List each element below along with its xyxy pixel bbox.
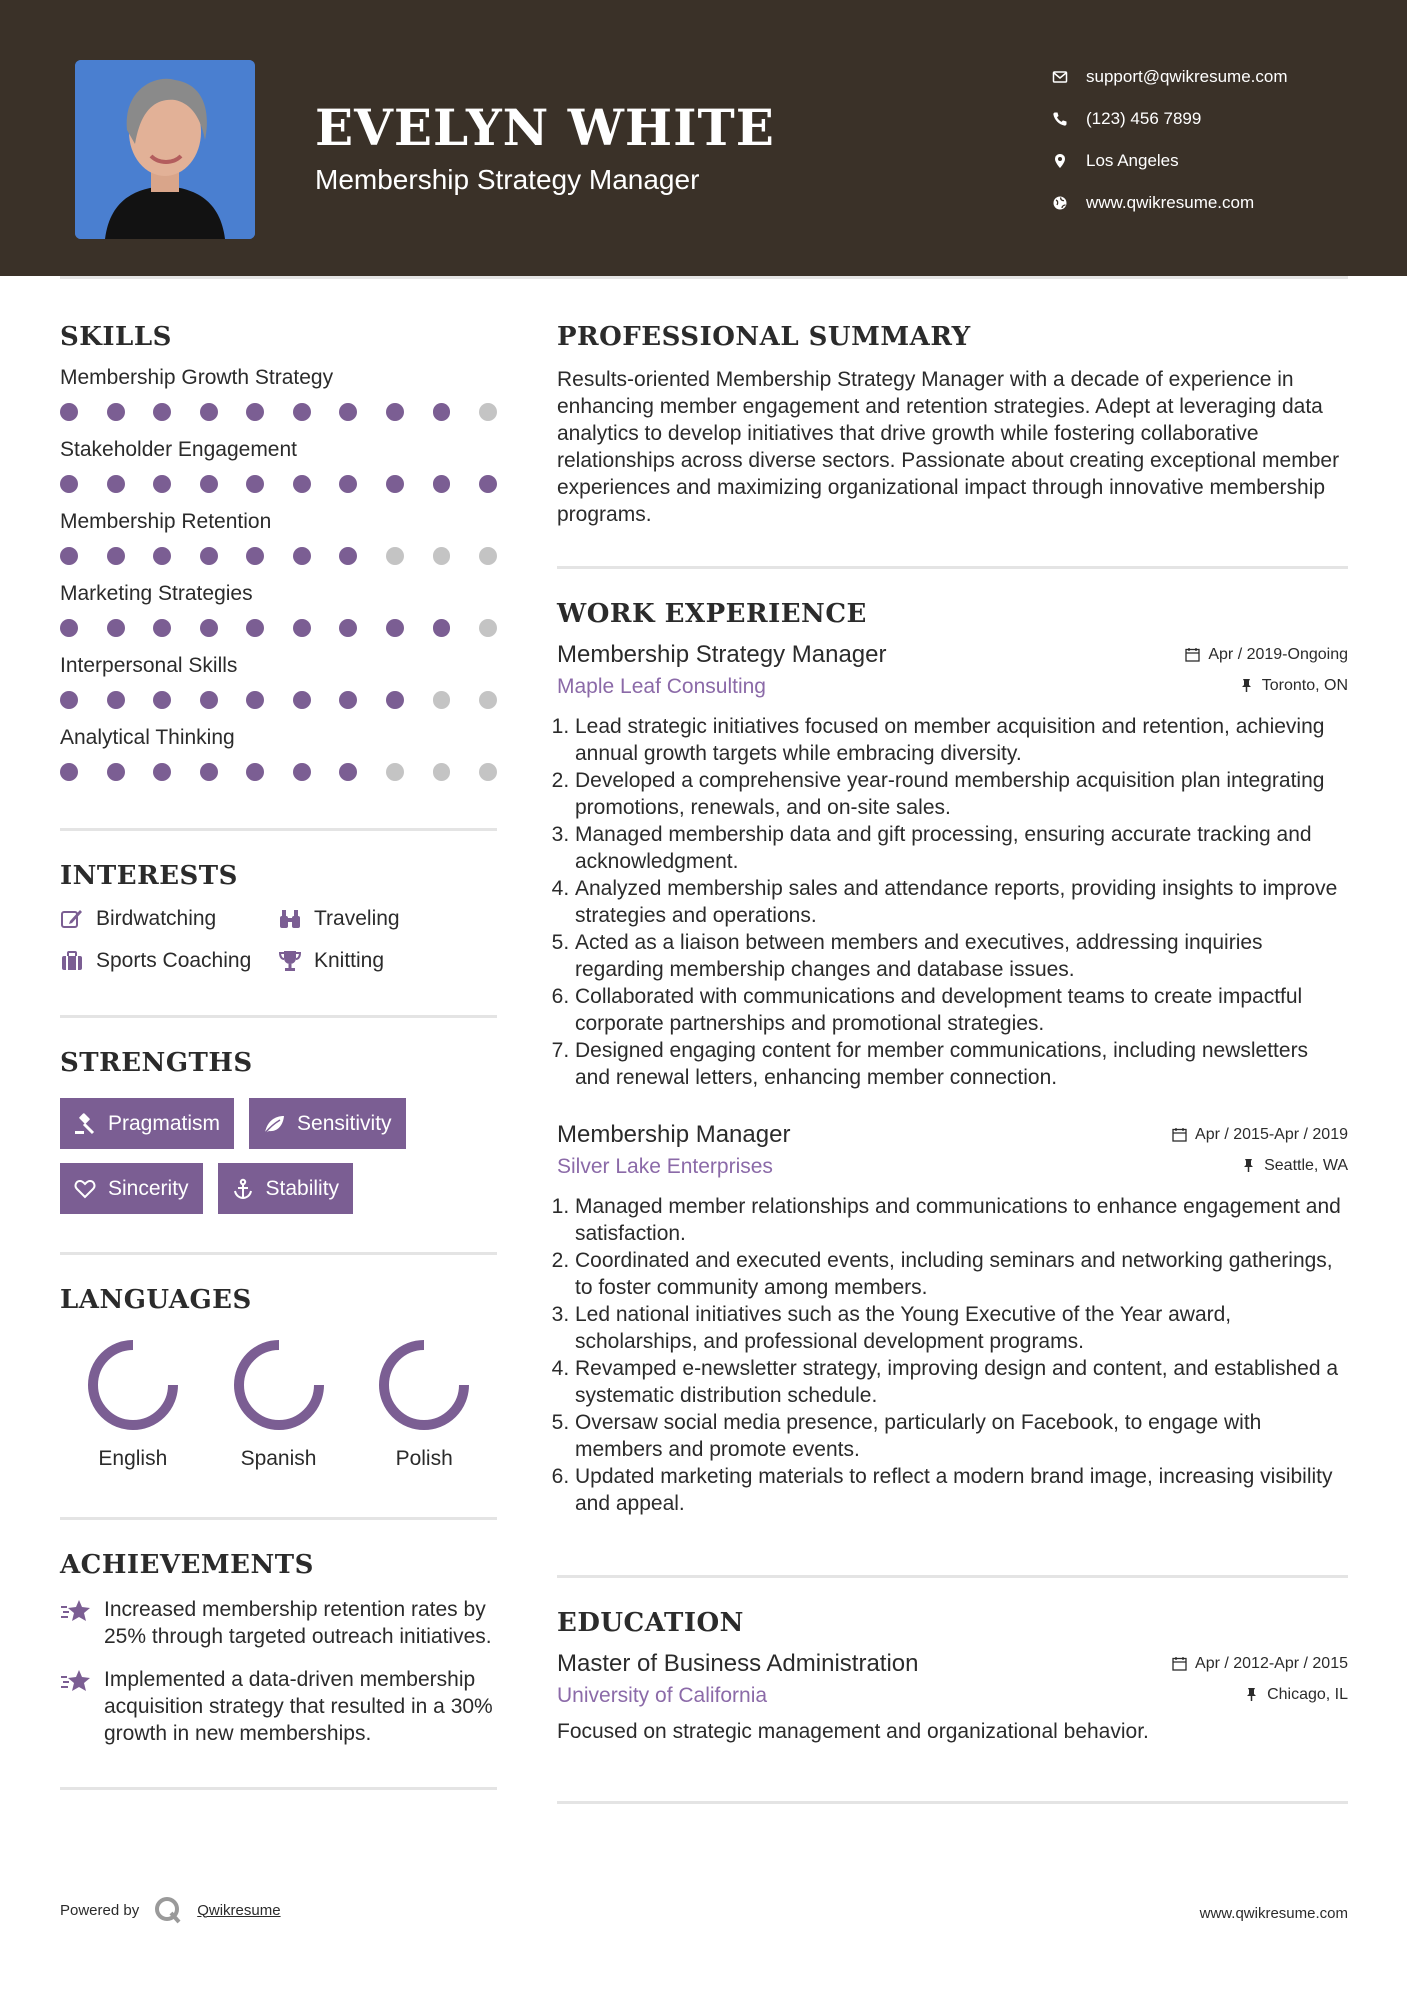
rating-dot-filled: [293, 691, 311, 709]
rating-dot-filled: [200, 475, 218, 493]
rating-dot-filled: [246, 691, 264, 709]
contact-location: [1052, 140, 1288, 182]
rating-dot-filled: [60, 475, 78, 493]
skill-rating: [60, 472, 497, 496]
strength-label: Stability: [265, 1176, 340, 1200]
leaf-icon: [263, 1113, 285, 1135]
rating-dot-filled: [293, 403, 311, 421]
company-name: Maple Leaf Consulting: [557, 675, 766, 698]
duty-item: 7. Designed engaging content for member communications, including newsletters and renewal letters, enhancing member connection.: [575, 1037, 1348, 1091]
rating-dot-filled: [386, 619, 404, 637]
candidate-title: Membership Strategy Manager: [315, 164, 700, 195]
achievement-item: [60, 1596, 497, 1650]
rating-dot-empty: [433, 691, 451, 709]
education-description: Focused on strategic management and organizational behavior.: [557, 1720, 1149, 1743]
rating-dot-filled: [339, 691, 357, 709]
skill-name: Membership Retention: [60, 510, 272, 533]
rating-dot-filled: [293, 547, 311, 565]
section-divider: [60, 1252, 497, 1255]
duty-item: 1. Managed member relationships and communications to enhance engagement and satisfaction.: [575, 1193, 1348, 1247]
anchor-icon: [232, 1178, 254, 1200]
rating-dot-filled: [200, 403, 218, 421]
section-divider: [60, 1787, 497, 1790]
language-gauge: [376, 1337, 472, 1433]
rating-dot-filled: [153, 547, 171, 565]
rating-dot-filled: [386, 475, 404, 493]
summary-text: Results-oriented Membership Strategy Manager with a decade of experience in enhancing member engagement and retention strategies. Adept at leveraging data analytics to develop initiatives that drive growth while fostering collaborative relationships across diverse sectors. Passionate about creating exceptional member experiences and maximizing organizational impact through innovative membership programs.: [557, 368, 1340, 526]
job-location-text: Toronto, ON: [1261, 676, 1348, 694]
education-dates-text: Apr / 2012-Apr / 2015: [1195, 1654, 1348, 1672]
interest-label: Sports Coaching: [96, 949, 252, 972]
rating-dot-filled: [339, 475, 357, 493]
rating-dot-empty: [386, 763, 404, 781]
language-name: Polish: [395, 1447, 453, 1470]
strength-chip: [249, 1098, 406, 1149]
skills-list: [60, 366, 497, 784]
education-dates: [1172, 1655, 1348, 1673]
languages-heading: LANGUAGES: [60, 1285, 252, 1315]
achievement-text: Implemented a data-driven membership acquisition strategy that resulted in a 30% growth in new memberships.: [104, 1668, 493, 1745]
rating-dot-filled: [107, 547, 125, 565]
achievements-section: [60, 1550, 497, 1747]
interest-label: Knitting: [314, 949, 385, 972]
strength-chip: [60, 1098, 234, 1149]
rating-dot-filled: [433, 619, 451, 637]
strengths-heading: STRENGTHS: [60, 1048, 253, 1078]
education-section: [557, 1608, 1348, 1745]
rating-dot-filled: [433, 475, 451, 493]
section-divider: [557, 566, 1348, 569]
contact-list: [1052, 56, 1288, 224]
skill-rating: [60, 544, 497, 568]
profile-photo: [75, 60, 255, 239]
interest-item: [278, 907, 478, 931]
skills-section: [60, 322, 497, 784]
rating-dot-filled: [339, 763, 357, 781]
section-divider: [557, 1575, 1348, 1578]
binoculars-icon: [278, 907, 302, 931]
job-dates-text: Apr / 2015-Apr / 2019: [1195, 1125, 1348, 1143]
envelope-icon: [1052, 69, 1086, 85]
language-item: [206, 1337, 352, 1471]
skill-name: Membership Growth Strategy: [60, 366, 334, 389]
language-name: Spanish: [240, 1447, 317, 1470]
duty-item: 4. Analyzed membership sales and attendance reports, providing insights to improve strategies and operations.: [575, 875, 1348, 929]
rating-dot-filled: [107, 619, 125, 637]
rating-dot-filled: [200, 763, 218, 781]
rating-dot-filled: [293, 619, 311, 637]
pin-icon: [1239, 678, 1254, 693]
rating-dot-filled: [433, 403, 451, 421]
contact-website-text: www.qwikresume.com: [1086, 193, 1255, 212]
duty-item: 6. Updated marketing materials to reflect a modern brand image, increasing visibility and appeal.: [575, 1463, 1348, 1517]
education-location-text: Chicago, IL: [1267, 1685, 1348, 1703]
languages-section: [60, 1285, 497, 1471]
duty-item: 1. Lead strategic initiatives focused on member acquisition and retention, achieving annual growth targets while embracing diversity.: [575, 713, 1348, 767]
summary-heading: PROFESSIONAL SUMMARY: [557, 322, 971, 352]
job-entry: [557, 1121, 1348, 1517]
job-title: Membership Manager: [557, 1121, 791, 1148]
rating-dot-empty: [386, 547, 404, 565]
duty-item: 2. Developed a comprehensive year-round membership acquisition plan integrating promotions, renewals, and on-site sales.: [575, 767, 1348, 821]
trophy-icon: [278, 949, 302, 973]
rating-dot-filled: [386, 691, 404, 709]
job-entry: [557, 641, 1348, 1091]
pin-icon: [1241, 1158, 1256, 1173]
achievement-item: [60, 1666, 497, 1747]
footer-brand: [60, 1895, 281, 1925]
section-divider: [60, 1015, 497, 1018]
location-icon: [1052, 153, 1086, 169]
rating-dot-filled: [153, 619, 171, 637]
contact-location-text: Los Angeles: [1086, 151, 1179, 170]
duty-item: 5. Acted as a liaison between members and executives, addressing inquiries regarding membership changes and database issues.: [575, 929, 1348, 983]
powered-by-text: Powered by: [60, 1901, 140, 1919]
contact-email[interactable]: [1052, 56, 1288, 98]
rating-dot-filled: [107, 763, 125, 781]
achievements-heading: ACHIEVEMENTS: [60, 1550, 314, 1580]
rating-dot-filled: [246, 619, 264, 637]
interest-item: [278, 949, 478, 973]
strength-label: Pragmatism: [108, 1111, 221, 1135]
job-location-text: Seattle, WA: [1264, 1156, 1348, 1174]
phone-icon: [1052, 111, 1086, 127]
interests-section: [60, 861, 497, 973]
language-gauge: [85, 1337, 181, 1433]
rating-dot-filled: [293, 475, 311, 493]
duty-item: 4. Revamped e-newsletter strategy, improving design and content, and established a systematic distribution schedule.: [575, 1355, 1348, 1409]
contact-phone[interactable]: [1052, 98, 1288, 140]
header-divider: [60, 276, 1348, 279]
achievement-text: Increased membership retention rates by 25% through targeted outreach initiatives.: [104, 1598, 492, 1648]
duty-item: 3. Led national initiatives such as the Young Executive of the Year award, scholarships, and professional development programs.: [575, 1301, 1348, 1355]
star-badge-icon: [60, 1598, 92, 1624]
resume-header: [0, 0, 1407, 276]
rating-dot-filled: [107, 403, 125, 421]
rating-dot-filled: [60, 619, 78, 637]
rating-dot-filled: [200, 547, 218, 565]
rating-dot-filled: [339, 619, 357, 637]
language-gauge: [231, 1337, 327, 1433]
rating-dot-filled: [107, 691, 125, 709]
candidate-name: EVELYN WHITE: [315, 98, 775, 157]
calendar-icon: [1172, 1656, 1187, 1671]
rating-dot-filled: [339, 403, 357, 421]
section-divider: [60, 1517, 497, 1520]
skill-rating: [60, 400, 497, 424]
rating-dot-empty: [479, 547, 497, 565]
language-level-arc: [93, 1345, 173, 1425]
contact-phone-text: (123) 456 7899: [1086, 109, 1202, 128]
portrait-image: [75, 60, 255, 239]
calendar-icon: [1172, 1127, 1187, 1142]
interests-heading: INTERESTS: [60, 861, 238, 891]
rating-dot-empty: [479, 691, 497, 709]
interest-label: Birdwatching: [96, 907, 217, 930]
pencil-square-icon: [60, 907, 84, 931]
company-name: Silver Lake Enterprises: [557, 1155, 773, 1178]
rating-dot-filled: [60, 763, 78, 781]
job-title: Membership Strategy Manager: [557, 641, 887, 668]
qwikresume-logo-icon: [153, 1895, 183, 1925]
rating-dot-filled: [60, 691, 78, 709]
strength-chip: [218, 1163, 354, 1214]
rating-dot-filled: [60, 547, 78, 565]
skills-heading: SKILLS: [60, 322, 172, 352]
duty-item: 2. Coordinated and executed events, including seminars and networking gatherings, to foster community among members.: [575, 1247, 1348, 1301]
gavel-icon: [74, 1113, 96, 1135]
briefcase-icon: [60, 949, 84, 973]
experience-section: [557, 599, 1348, 1517]
strength-label: Sincerity: [108, 1176, 189, 1200]
interest-label: Traveling: [314, 907, 400, 930]
calendar-icon: [1185, 647, 1200, 662]
rating-dot-filled: [200, 691, 218, 709]
globe-icon: [1052, 195, 1086, 211]
skill-name: Interpersonal Skills: [60, 654, 238, 677]
skill-name: Marketing Strategies: [60, 582, 253, 605]
rating-dot-filled: [153, 403, 171, 421]
rating-dot-filled: [246, 547, 264, 565]
degree-title: Master of Business Administration: [557, 1650, 919, 1677]
interest-item: [60, 949, 278, 973]
language-name: English: [98, 1447, 168, 1470]
rating-dot-empty: [479, 619, 497, 637]
strengths-section: [60, 1048, 497, 1228]
education-location: [1244, 1686, 1348, 1704]
strengths-list: [60, 1098, 497, 1228]
section-divider: [557, 1801, 1348, 1804]
skill-rating: [60, 688, 497, 712]
job-location: [1241, 1157, 1348, 1175]
skill-name: Analytical Thinking: [60, 726, 235, 749]
duty-item: 6. Collaborated with communications and development teams to create impactful corporate partnerships and promotional strategies.: [575, 983, 1348, 1037]
qwikresume-link[interactable]: Qwikresume: [197, 1901, 281, 1919]
rating-dot-filled: [386, 403, 404, 421]
footer-website[interactable]: www.qwikresume.com: [1199, 1905, 1348, 1922]
contact-website[interactable]: [1052, 182, 1288, 224]
left-column: [60, 322, 497, 1790]
school-name: University of California: [557, 1684, 768, 1707]
rating-dot-filled: [479, 475, 497, 493]
skill-name: Stakeholder Engagement: [60, 438, 297, 461]
rating-dot-filled: [246, 403, 264, 421]
contact-email-text: support@qwikresume.com: [1086, 67, 1288, 86]
skill-rating: [60, 760, 497, 784]
rating-dot-filled: [246, 763, 264, 781]
heart-icon: [74, 1178, 96, 1200]
right-column: [557, 322, 1348, 1804]
job-location: [1239, 677, 1348, 695]
rating-dot-filled: [107, 475, 125, 493]
job-duties: [557, 713, 1348, 1091]
languages-list: [60, 1337, 497, 1471]
job-dates: [1172, 1126, 1348, 1144]
rating-dot-empty: [433, 763, 451, 781]
skill-rating: [60, 616, 497, 640]
interest-item: [60, 907, 278, 931]
rating-dot-filled: [339, 547, 357, 565]
job-duties: [557, 1193, 1348, 1517]
rating-dot-empty: [479, 763, 497, 781]
language-level-arc: [384, 1345, 464, 1425]
rating-dot-filled: [153, 691, 171, 709]
job-dates-text: Apr / 2019-Ongoing: [1208, 645, 1348, 663]
interests-list: [60, 907, 497, 973]
rating-dot-empty: [433, 547, 451, 565]
star-badge-icon: [60, 1668, 92, 1694]
duty-item: 5. Oversaw social media presence, particularly on Facebook, to engage with members and promote events.: [575, 1409, 1348, 1463]
summary-section: [557, 322, 1348, 528]
rating-dot-empty: [479, 403, 497, 421]
rating-dot-filled: [60, 403, 78, 421]
strength-label: Sensitivity: [297, 1111, 392, 1135]
education-heading: EDUCATION: [557, 1608, 744, 1638]
language-item: [60, 1337, 206, 1471]
rating-dot-filled: [293, 763, 311, 781]
language-level-arc: [239, 1345, 319, 1425]
rating-dot-filled: [153, 763, 171, 781]
duty-item: 3. Managed membership data and gift processing, ensuring accurate tracking and acknowledgment.: [575, 821, 1348, 875]
pin-icon: [1244, 1687, 1259, 1702]
strength-chip: [60, 1163, 203, 1214]
language-item: [351, 1337, 497, 1471]
section-divider: [60, 828, 497, 831]
rating-dot-filled: [153, 475, 171, 493]
experience-heading: WORK EXPERIENCE: [557, 599, 867, 629]
job-dates: [1185, 646, 1348, 664]
rating-dot-filled: [246, 475, 264, 493]
rating-dot-filled: [200, 619, 218, 637]
